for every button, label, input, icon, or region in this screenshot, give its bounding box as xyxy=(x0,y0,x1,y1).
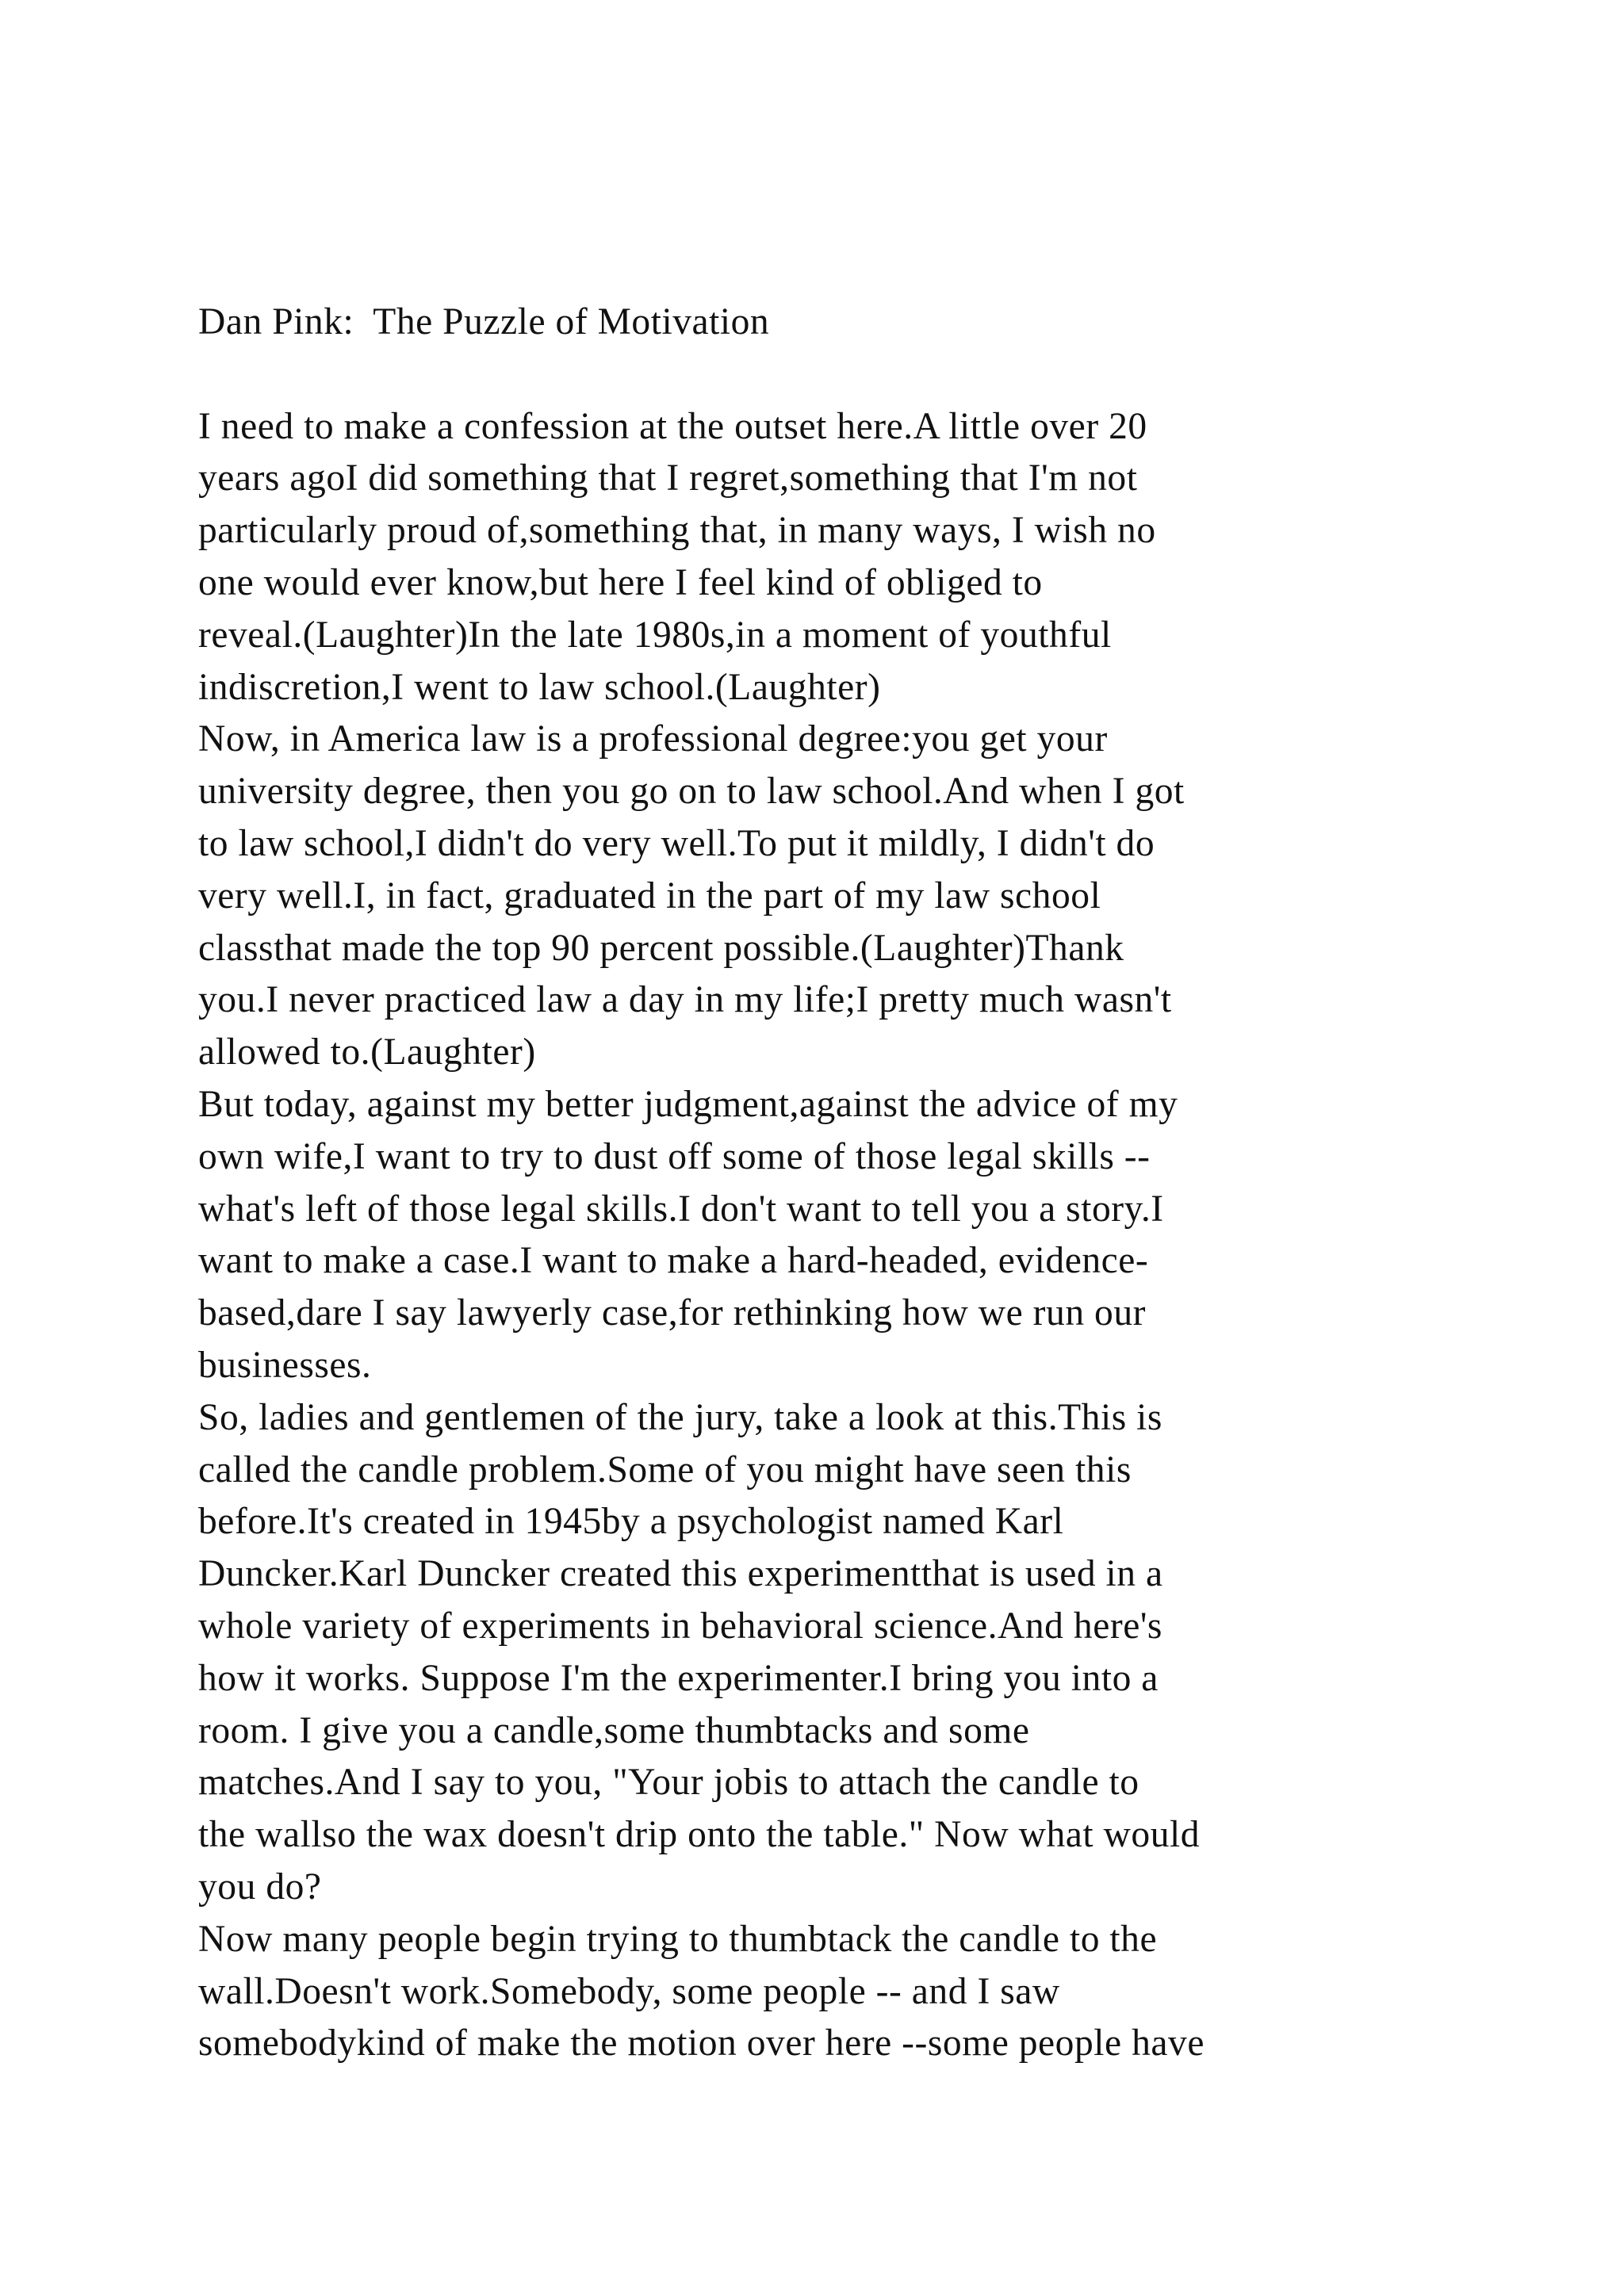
text-line: called the candle problem.Some of you might have seen this xyxy=(198,1448,1132,1490)
text-line: Now, in America law is a professional degree:you get your xyxy=(198,718,1108,760)
text-line: But today, against my better judgment,against the advice of my xyxy=(198,1083,1178,1125)
text-line: matches.And I say to you, "Your jobis to attach the candle to xyxy=(198,1762,1139,1804)
text-line: want to make a case.I want to make a hard-headed, evidence- xyxy=(198,1240,1149,1282)
text-line: reveal.(Laughter)In the late 1980s,in a moment of youthful xyxy=(198,614,1112,656)
text-line: somebodykind of make the motion over here --some people have xyxy=(198,2022,1205,2064)
text-line: based,dare I say lawyerly case,for rethinking how we run our xyxy=(198,1292,1147,1334)
text-line: years agoI did something that I regret,something that I'm not xyxy=(198,457,1138,499)
text-line: own wife,I want to try to dust off some of those legal skills -- xyxy=(198,1135,1151,1177)
text-line: you do? xyxy=(198,1866,322,1908)
text-line: university degree, then you go on to law school.And when I got xyxy=(198,771,1185,813)
text-line: I need to make a confession at the outset here.A little over 20 xyxy=(198,405,1147,447)
text-line: before.It's created in 1945by a psychologist named Karl xyxy=(198,1501,1064,1543)
text-line: the wallso the wax doesn't drip onto the table." Now what would xyxy=(198,1814,1201,1856)
text-line: very well.I, in fact, graduated in the part of my law school xyxy=(198,874,1101,916)
transcript-text xyxy=(198,401,1451,2071)
text-line: particularly proud of,something that, in many ways, I wish no xyxy=(198,510,1156,552)
document-title: Dan Pink: The Puzzle of Motivation xyxy=(198,301,770,342)
text-line: classthat made the top 90 percent possible.(Laughter)Thank xyxy=(198,927,1124,969)
text-line: whole variety of experiments in behavioral science.And here's xyxy=(198,1605,1162,1647)
text-line: how it works. Suppose I'm the experimenter.I bring you into a xyxy=(198,1657,1159,1699)
text-line: room. I give you a candle,some thumbtacks and some xyxy=(198,1709,1030,1751)
text-line: one would ever know,but here I feel kind of obliged to xyxy=(198,561,1043,603)
text-line: what's left of those legal skills.I don't want to tell you a story.I xyxy=(198,1188,1164,1230)
text-line: wall.Doesn't work.Somebody, some people -- and I saw xyxy=(198,1970,1060,2012)
text-line: So, ladies and gentlemen of the jury, take a look at this.This is xyxy=(198,1396,1162,1438)
text-line: Duncker.Karl Duncker created this experimentthat is used in a xyxy=(198,1553,1163,1595)
text-line: businesses. xyxy=(198,1344,372,1386)
text-line: allowed to.(Laughter) xyxy=(198,1031,536,1073)
title-spacer xyxy=(198,349,1451,401)
text-line: to law school,I didn't do very well.To put it mildly, I didn't do xyxy=(198,822,1155,864)
text-line: Now many people begin trying to thumbtack the candle to the xyxy=(198,1918,1158,1960)
document-body xyxy=(198,297,1451,2070)
text-line: you.I never practiced law a day in my life;I pretty much wasn't xyxy=(198,979,1172,1021)
text-line: indiscretion,I went to law school.(Laughter) xyxy=(198,666,881,708)
